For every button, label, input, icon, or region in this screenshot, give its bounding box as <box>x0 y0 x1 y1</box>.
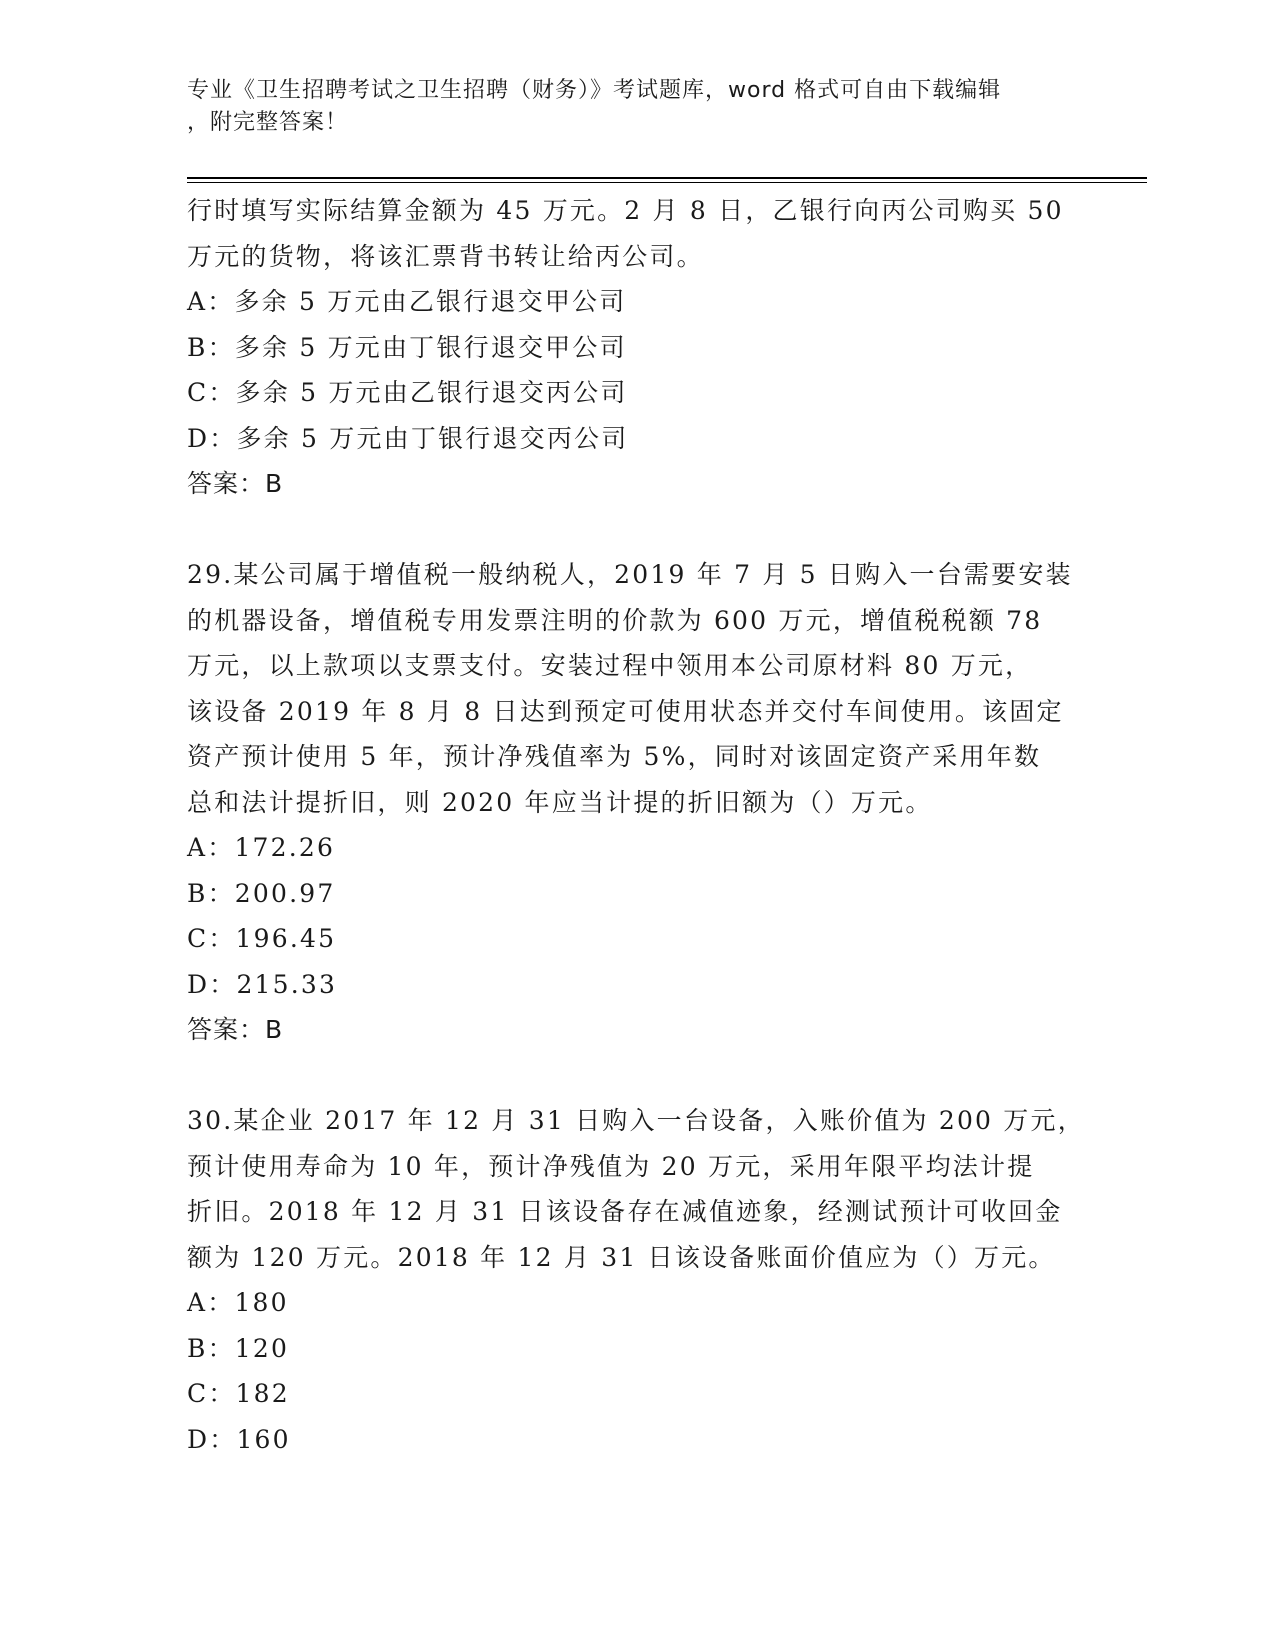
question-stem-line: 万元的货物，将该汇票背书转让给丙公司。 <box>187 241 704 271</box>
option-a: A：180 <box>187 1288 289 1317</box>
question-stem-line: 的机器设备，增值税专用发票注明的价款为 600 万元，增值税税额 78 <box>187 605 1043 635</box>
option-d: D：160 <box>187 1424 291 1454</box>
option-d: D：多余 5 万元由丁银行退交丙公司 <box>187 423 629 453</box>
answer-line: 答案：B <box>187 469 284 498</box>
header-rule-thick <box>187 177 1147 179</box>
option-b: B：120 <box>187 1333 290 1363</box>
question-28 <box>187 188 1087 507</box>
option-b: B：200.97 <box>187 878 336 908</box>
header-line-1: 专业《卫生招聘考试之卫生招聘（财务）》考试题库，word 格式可自由下载编辑 <box>187 78 1002 103</box>
question-stem-line: 预计使用寿命为 10 年，预计净残值为 20 万元，采用年限平均法计提 <box>187 1151 1035 1181</box>
question-stem-line: 资产预计使用 5 年，预计净残值率为 5%，同时对该固定资产采用年数 <box>187 742 1042 771</box>
question-stem-line: 额为 120 万元。2018 年 12 月 31 日该设备账面价值应为（）万元。 <box>187 1242 1056 1272</box>
question-30 <box>187 1098 1087 1462</box>
question-stem-line: 万元，以上款项以支票支付。安装过程中领用本公司原材料 80 万元， <box>187 651 1033 680</box>
spacer <box>187 1053 1087 1099</box>
question-stem-line: 折旧。2018 年 12 月 31 日该设备存在减值迹象，经测试预计可收回金 <box>187 1197 1063 1226</box>
question-stem-line: 总和法计提折旧，则 2020 年应当计提的折旧额为（）万元。 <box>187 787 933 817</box>
document-header <box>187 75 1067 139</box>
option-c: C：多余 5 万元由乙银行退交丙公司 <box>187 378 628 407</box>
question-stem-line: 29.某公司属于增值税一般纳税人，2019 年 7 月 5 日购入一台需要安装 <box>187 560 1073 589</box>
header-line-2: ，附完整答案！ <box>187 110 349 135</box>
option-a: A：多余 5 万元由乙银行退交甲公司 <box>187 287 627 316</box>
option-d: D：215.33 <box>187 969 338 999</box>
question-stem-line: 行时填写实际结算金额为 45 万元。2 月 8 日，乙银行向丙公司购买 50 <box>187 196 1064 225</box>
question-stem-line: 该设备 2019 年 8 月 8 日达到预定可使用状态并交付车间使用。该固定 <box>187 696 1064 726</box>
option-a: A：172.26 <box>187 833 336 862</box>
answer-line: 答案：B <box>187 1015 284 1044</box>
question-stem-line: 30.某企业 2017 年 12 月 31 日购入一台设备，入账价值为 200 万元， <box>187 1106 1085 1135</box>
option-c: C：182 <box>187 1379 290 1408</box>
question-content <box>187 188 1087 1462</box>
spacer <box>187 507 1087 553</box>
option-c: C：196.45 <box>187 924 337 953</box>
header-rule-thin <box>187 182 1147 183</box>
option-b: B：多余 5 万元由丁银行退交甲公司 <box>187 332 627 362</box>
question-29 <box>187 552 1087 1053</box>
